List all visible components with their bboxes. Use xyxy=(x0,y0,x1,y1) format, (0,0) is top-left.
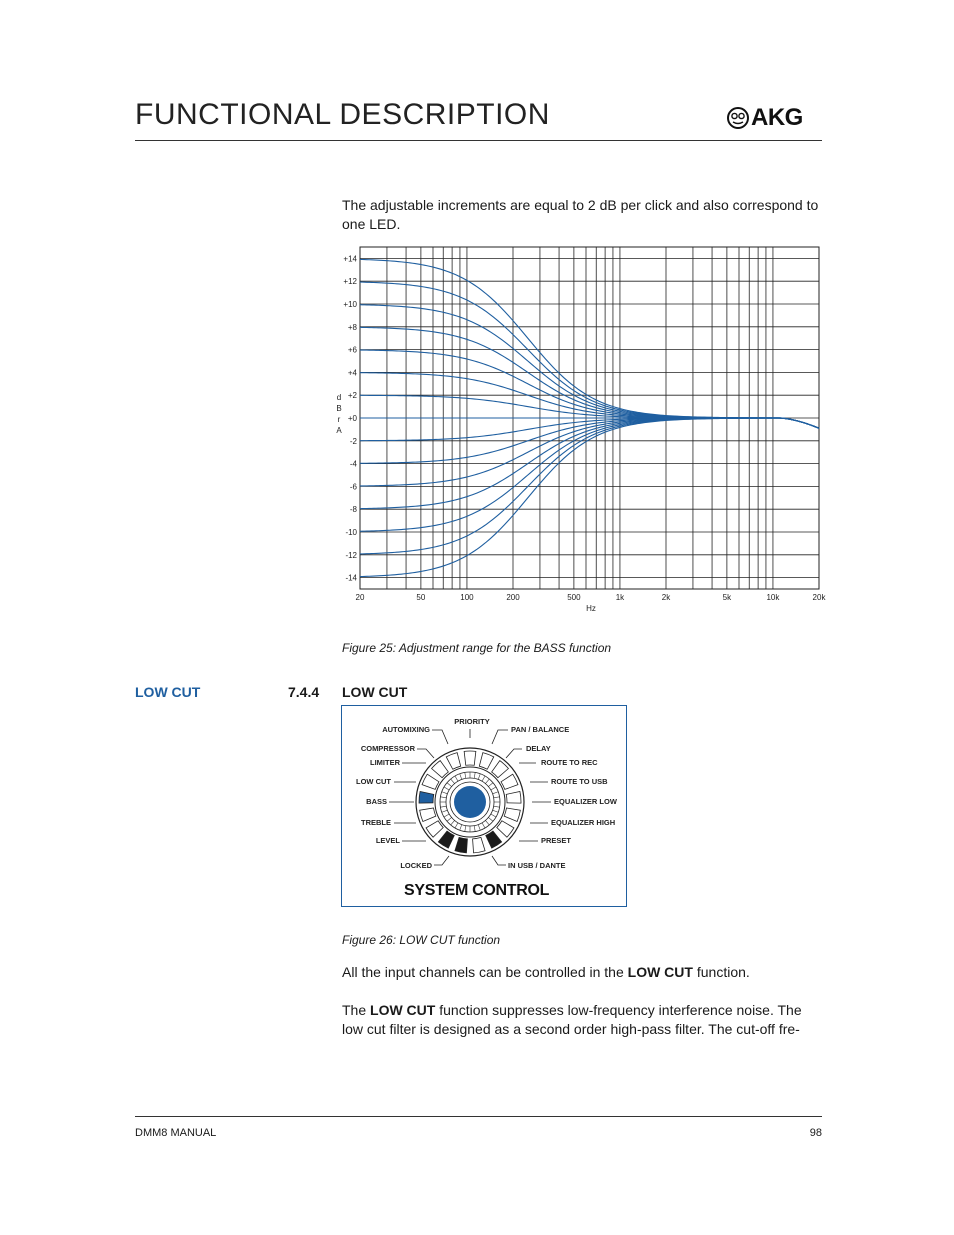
x-tick-label: 100 xyxy=(460,593,474,602)
label-equalizer-low: EQUALIZER LOW xyxy=(554,797,617,806)
chart-x-label: Hz xyxy=(586,604,596,613)
y-tick-label: -2 xyxy=(349,436,357,446)
label-low-cut: LOW CUT xyxy=(356,777,391,786)
x-tick-label: 1k xyxy=(615,593,625,602)
chart-x-ticks xyxy=(356,593,827,602)
paragraph-low-cut-description: The LOW CUT function suppresses low-frequency interference noise. The low cut filter is designed as a second order high-pass filter. The cut-off fre- xyxy=(342,1002,802,1037)
y-tick-label: -4 xyxy=(349,459,357,469)
label-priority: PRIORITY xyxy=(454,717,490,726)
logo-wordmark: AKG xyxy=(751,104,803,131)
label-treble: TREBLE xyxy=(361,818,391,827)
y-tick-label: -12 xyxy=(345,550,357,560)
y-tick-label: +8 xyxy=(347,322,357,332)
x-tick-label: 200 xyxy=(506,593,520,602)
y-tick-label: +14 xyxy=(343,254,357,264)
chart-y-ticks xyxy=(343,254,357,582)
section-number: 7.4.4 xyxy=(288,684,320,700)
y-tick-label: -10 xyxy=(345,528,357,537)
footer-manual-name: DMM8 MANUAL xyxy=(135,1127,217,1139)
dial-center-knob[interactable] xyxy=(454,786,486,818)
system-control-diagram xyxy=(342,706,626,906)
intro-paragraph: The adjustable increments are equal to 2 dB per click and also correspond to one LED. xyxy=(342,197,819,232)
margin-section-label: LOW CUT xyxy=(135,684,201,700)
label-route-to-rec: ROUTE TO REC xyxy=(541,758,598,767)
label-automixing: AUTOMIXING xyxy=(382,725,430,734)
y-tick-label: -8 xyxy=(349,505,357,515)
section-title: LOW CUT xyxy=(342,684,408,700)
bass-response-chart xyxy=(330,240,830,620)
label-route-to-usb: ROUTE TO USB xyxy=(551,777,608,786)
y-tick-label: +12 xyxy=(343,277,357,287)
label-limiter: LIMITER xyxy=(370,758,400,767)
header-divider xyxy=(135,140,822,141)
y-axis-label-char: d xyxy=(336,393,342,402)
label-equalizer-high: EQUALIZER HIGH xyxy=(551,818,616,827)
y-axis-label-char: B xyxy=(336,404,342,413)
y-tick-label: -6 xyxy=(349,482,357,492)
page-title: FUNCTIONAL DESCRIPTION xyxy=(135,98,550,131)
figure-25-caption: Figure 25: Adjustment range for the BASS function xyxy=(342,641,612,655)
label-level: LEVEL xyxy=(375,836,400,845)
y-tick-label: -14 xyxy=(345,573,357,583)
x-tick-label: 10k xyxy=(766,593,780,602)
y-axis-label-char: r xyxy=(337,415,341,424)
akg-emblem-icon xyxy=(727,107,749,129)
y-tick-label: +6 xyxy=(347,345,357,355)
label-compressor: COMPRESSOR xyxy=(360,744,415,753)
y-tick-label: +2 xyxy=(347,391,357,401)
y-axis-label-char: A xyxy=(336,426,342,435)
y-tick-label: +10 xyxy=(343,300,357,309)
x-tick-label: 20k xyxy=(812,593,826,602)
label-pan-balance: PAN / BALANCE xyxy=(511,725,570,734)
y-tick-label: +0 xyxy=(347,414,357,423)
label-locked: LOCKED xyxy=(400,861,432,870)
panel-title: SYSTEM CONTROL xyxy=(404,882,550,899)
chart-y-label xyxy=(336,393,342,435)
x-tick-label: 2k xyxy=(661,593,671,602)
figure-26-caption: Figure 26: LOW CUT function xyxy=(342,933,501,947)
label-preset: PRESET xyxy=(541,836,572,845)
label-bass: BASS xyxy=(366,797,387,806)
x-tick-label: 500 xyxy=(567,593,581,602)
x-tick-label: 20 xyxy=(355,593,365,602)
y-tick-label: +4 xyxy=(347,368,357,378)
x-tick-label: 5k xyxy=(722,593,732,602)
led-segment-priority xyxy=(464,751,476,765)
akg-logo xyxy=(727,104,823,132)
system-control-panel xyxy=(341,705,627,907)
x-tick-label: 50 xyxy=(416,593,426,602)
label-delay: DELAY xyxy=(526,744,551,753)
label-in-usb-dante: IN USB / DANTE xyxy=(508,861,566,870)
paragraph-input-channels: All the input channels can be controlled in the LOW CUT function. xyxy=(342,964,750,980)
page-number: 98 xyxy=(809,1127,822,1139)
footer-divider xyxy=(135,1116,822,1117)
